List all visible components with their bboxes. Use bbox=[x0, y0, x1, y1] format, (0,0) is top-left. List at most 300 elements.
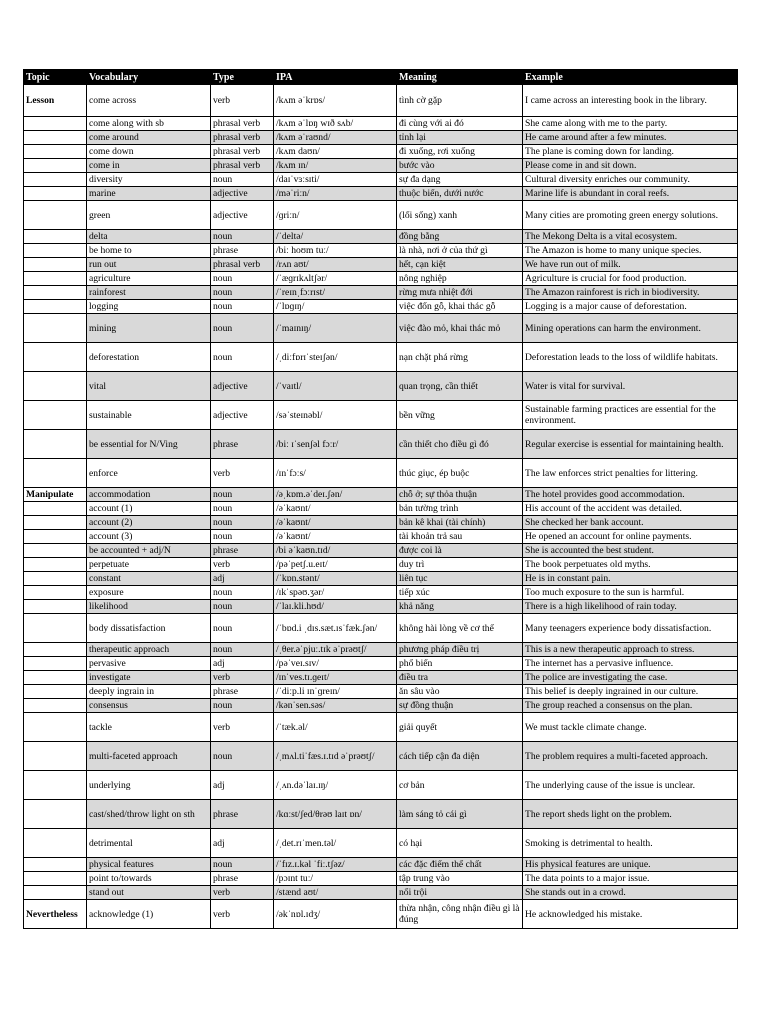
ipa-cell: /ɡriːn/ bbox=[274, 201, 397, 230]
ipa-cell: /kɑːst/ʃed/θrəʊ laɪt ɒn/ bbox=[274, 800, 397, 829]
example-cell: Smoking is detrimental to health. bbox=[523, 829, 738, 858]
ipa-cell: /ˌdiːfɒrɪˈsteɪʃən/ bbox=[274, 343, 397, 372]
meaning-cell: cách tiếp cận đa diện bbox=[397, 742, 523, 771]
meaning-cell: quan trọng, cần thiết bbox=[397, 372, 523, 401]
ipa-cell: /ˈtæk.əl/ bbox=[274, 713, 397, 742]
meaning-cell: khả năng bbox=[397, 600, 523, 614]
ipa-cell: /səˈsteɪnəbl/ bbox=[274, 401, 397, 430]
meaning-cell: (lối sống) xanh bbox=[397, 201, 523, 230]
ipa-cell: /məˈriːn/ bbox=[274, 187, 397, 201]
topic-cell bbox=[24, 800, 87, 829]
topic-cell: Manipulate bbox=[24, 488, 87, 502]
vocabulary-cell: be home to bbox=[87, 244, 211, 258]
topic-cell bbox=[24, 314, 87, 343]
ipa-cell: /ˈdeltə/ bbox=[274, 230, 397, 244]
example-cell: He opened an account for online payments. bbox=[523, 530, 738, 544]
example-cell: The Mekong Delta is a vital ecosystem. bbox=[523, 230, 738, 244]
topic-cell bbox=[24, 230, 87, 244]
type-cell: noun bbox=[211, 230, 274, 244]
table-header bbox=[24, 70, 738, 85]
vocabulary-cell: enforce bbox=[87, 459, 211, 488]
vocabulary-cell: therapeutic approach bbox=[87, 643, 211, 657]
topic-cell bbox=[24, 657, 87, 671]
table-row bbox=[24, 872, 738, 886]
table-row bbox=[24, 771, 738, 800]
example-cell: His physical features are unique. bbox=[523, 858, 738, 872]
example-cell: The problem requires a multi-faceted approach. bbox=[523, 742, 738, 771]
example-cell: The book perpetuates old myths. bbox=[523, 558, 738, 572]
vocabulary-cell: investigate bbox=[87, 671, 211, 685]
table-row bbox=[24, 372, 738, 401]
table-row bbox=[24, 131, 738, 145]
type-cell: noun bbox=[211, 272, 274, 286]
example-cell: The plane is coming down for landing. bbox=[523, 145, 738, 159]
meaning-cell: việc đào mỏ, khai thác mỏ bbox=[397, 314, 523, 343]
topic-cell bbox=[24, 614, 87, 643]
vocabulary-cell: vital bbox=[87, 372, 211, 401]
vocabulary-cell: agriculture bbox=[87, 272, 211, 286]
topic-cell bbox=[24, 886, 87, 900]
vocabulary-cell: exposure bbox=[87, 586, 211, 600]
vocabulary-cell: account (3) bbox=[87, 530, 211, 544]
topic-cell bbox=[24, 201, 87, 230]
meaning-cell: rừng mưa nhiệt đới bbox=[397, 286, 523, 300]
ipa-cell: /ˌʌn.dəˈlaɪ.ɪŋ/ bbox=[274, 771, 397, 800]
example-cell: The Amazon is home to many unique species. bbox=[523, 244, 738, 258]
table-row bbox=[24, 230, 738, 244]
meaning-cell: tài khoản trả sau bbox=[397, 530, 523, 544]
example-cell: Water is vital for survival. bbox=[523, 372, 738, 401]
type-cell: noun bbox=[211, 286, 274, 300]
topic-cell bbox=[24, 187, 87, 201]
vocabulary-cell: logging bbox=[87, 300, 211, 314]
type-cell: noun bbox=[211, 173, 274, 187]
ipa-cell: /ˈbɒd.i ˌdɪs.sæt.ɪsˈfæk.ʃən/ bbox=[274, 614, 397, 643]
meaning-cell: tỉnh lại bbox=[397, 131, 523, 145]
example-cell: She stands out in a crowd. bbox=[523, 886, 738, 900]
vocabulary-cell: run out bbox=[87, 258, 211, 272]
table-row bbox=[24, 858, 738, 872]
meaning-cell: là nhà, nơi ở của thứ gì bbox=[397, 244, 523, 258]
meaning-cell: sự đồng thuận bbox=[397, 699, 523, 713]
type-cell: verb bbox=[211, 459, 274, 488]
example-cell: The police are investigating the case. bbox=[523, 671, 738, 685]
meaning-cell: đồng bằng bbox=[397, 230, 523, 244]
example-cell: The hotel provides good accommodation. bbox=[523, 488, 738, 502]
ipa-cell: /kʌm daʊn/ bbox=[274, 145, 397, 159]
table-row bbox=[24, 117, 738, 131]
type-cell: noun bbox=[211, 314, 274, 343]
meaning-cell: phương pháp điều trị bbox=[397, 643, 523, 657]
meaning-cell: sự đa dạng bbox=[397, 173, 523, 187]
example-cell: We must tackle climate change. bbox=[523, 713, 738, 742]
topic-cell bbox=[24, 372, 87, 401]
vocabulary-cell: sustainable bbox=[87, 401, 211, 430]
vocabulary-cell: come around bbox=[87, 131, 211, 145]
vocabulary-cell: mining bbox=[87, 314, 211, 343]
table-row bbox=[24, 187, 738, 201]
example-cell: She came along with me to the party. bbox=[523, 117, 738, 131]
meaning-cell: nông nghiệp bbox=[397, 272, 523, 286]
type-cell: verb bbox=[211, 900, 274, 929]
topic-cell bbox=[24, 858, 87, 872]
example-cell: The law enforces strict penalties for littering. bbox=[523, 459, 738, 488]
example-cell: She is accounted the best student. bbox=[523, 544, 738, 558]
ipa-cell: /daɪˈvɜːsɪti/ bbox=[274, 173, 397, 187]
topic-cell bbox=[24, 272, 87, 286]
example-cell: He is in constant pain. bbox=[523, 572, 738, 586]
topic-cell bbox=[24, 586, 87, 600]
header-example: Example bbox=[523, 70, 738, 85]
type-cell: verb bbox=[211, 671, 274, 685]
topic-cell bbox=[24, 401, 87, 430]
type-cell: phrasal verb bbox=[211, 159, 274, 173]
vocabulary-cell: accommodation bbox=[87, 488, 211, 502]
topic-cell bbox=[24, 159, 87, 173]
table-row bbox=[24, 699, 738, 713]
vocabulary-cell: cast/shed/throw light on sth bbox=[87, 800, 211, 829]
vocabulary-cell: likelihood bbox=[87, 600, 211, 614]
topic-cell bbox=[24, 502, 87, 516]
vocabulary-cell: be essential for N/Ving bbox=[87, 430, 211, 459]
ipa-cell: /ˈlaɪ.kli.hʊd/ bbox=[274, 600, 397, 614]
vocabulary-cell: account (1) bbox=[87, 502, 211, 516]
example-cell: Please come in and sit down. bbox=[523, 159, 738, 173]
vocabulary-cell: account (2) bbox=[87, 516, 211, 530]
ipa-cell: /kənˈsen.səs/ bbox=[274, 699, 397, 713]
vocabulary-cell: come down bbox=[87, 145, 211, 159]
header-row bbox=[24, 70, 738, 85]
meaning-cell: phổ biến bbox=[397, 657, 523, 671]
example-cell: He came around after a few minutes. bbox=[523, 131, 738, 145]
ipa-cell: /stænd aʊt/ bbox=[274, 886, 397, 900]
example-cell: She checked her bank account. bbox=[523, 516, 738, 530]
vocabulary-cell: physical features bbox=[87, 858, 211, 872]
topic-cell bbox=[24, 713, 87, 742]
ipa-cell: /ɪnˈfɔːs/ bbox=[274, 459, 397, 488]
meaning-cell: tiếp xúc bbox=[397, 586, 523, 600]
type-cell: verb bbox=[211, 558, 274, 572]
example-cell: Sustainable farming practices are essential for the environment. bbox=[523, 401, 738, 430]
type-cell: noun bbox=[211, 643, 274, 657]
vocabulary-cell: tackle bbox=[87, 713, 211, 742]
ipa-cell: /ˈkɒn.stənt/ bbox=[274, 572, 397, 586]
table-row bbox=[24, 800, 738, 829]
type-cell: adj bbox=[211, 829, 274, 858]
topic-cell: Nevertheless bbox=[24, 900, 87, 929]
meaning-cell: điều tra bbox=[397, 671, 523, 685]
header-topic: Topic bbox=[24, 70, 87, 85]
ipa-cell: /kʌm əˈlɒŋ wɪð sʌb/ bbox=[274, 117, 397, 131]
type-cell: noun bbox=[211, 858, 274, 872]
topic-cell bbox=[24, 558, 87, 572]
type-cell: noun bbox=[211, 600, 274, 614]
topic-cell bbox=[24, 300, 87, 314]
meaning-cell: thúc giục, ép buộc bbox=[397, 459, 523, 488]
type-cell: adj bbox=[211, 572, 274, 586]
table-row bbox=[24, 900, 738, 929]
table-row bbox=[24, 159, 738, 173]
ipa-cell: /kʌm əˈraʊnd/ bbox=[274, 131, 397, 145]
example-cell: The report sheds light on the problem. bbox=[523, 800, 738, 829]
example-cell: Regular exercise is essential for maintaining health. bbox=[523, 430, 738, 459]
table-row bbox=[24, 643, 738, 657]
example-cell: He acknowledged his mistake. bbox=[523, 900, 738, 929]
topic-cell bbox=[24, 572, 87, 586]
example-cell: Too much exposure to the sun is harmful. bbox=[523, 586, 738, 600]
type-cell: verb bbox=[211, 886, 274, 900]
vocabulary-cell: rainforest bbox=[87, 286, 211, 300]
topic-cell bbox=[24, 343, 87, 372]
vocabulary-cell: come in bbox=[87, 159, 211, 173]
type-cell: adjective bbox=[211, 187, 274, 201]
meaning-cell: bước vào bbox=[397, 159, 523, 173]
type-cell: phrase bbox=[211, 430, 274, 459]
ipa-cell: /pəˈpetʃ.u.eɪt/ bbox=[274, 558, 397, 572]
header-meaning: Meaning bbox=[397, 70, 523, 85]
example-cell: Agriculture is crucial for food production. bbox=[523, 272, 738, 286]
header-type: Type bbox=[211, 70, 274, 85]
topic-cell bbox=[24, 459, 87, 488]
vocabulary-cell: detrimental bbox=[87, 829, 211, 858]
topic-cell: Lesson bbox=[24, 85, 87, 117]
table-row bbox=[24, 586, 738, 600]
meaning-cell: nổi trội bbox=[397, 886, 523, 900]
table-row bbox=[24, 886, 738, 900]
vocabulary-cell: deforestation bbox=[87, 343, 211, 372]
ipa-cell: /ˈmaɪnɪŋ/ bbox=[274, 314, 397, 343]
ipa-cell: /pəˈveɪ.sɪv/ bbox=[274, 657, 397, 671]
table-row bbox=[24, 530, 738, 544]
ipa-cell: /rʌn aʊt/ bbox=[274, 258, 397, 272]
topic-cell bbox=[24, 430, 87, 459]
example-cell: Marine life is abundant in coral reefs. bbox=[523, 187, 738, 201]
meaning-cell: cần thiết cho điều gì đó bbox=[397, 430, 523, 459]
meaning-cell: các đặc điểm thể chất bbox=[397, 858, 523, 872]
type-cell: phrase bbox=[211, 872, 274, 886]
topic-cell bbox=[24, 600, 87, 614]
vocabulary-cell: pervasive bbox=[87, 657, 211, 671]
example-cell: I came across an interesting book in the library. bbox=[523, 85, 738, 117]
vocabulary-cell: come along with sb bbox=[87, 117, 211, 131]
vocabulary-cell: constant bbox=[87, 572, 211, 586]
table-row bbox=[24, 614, 738, 643]
topic-cell bbox=[24, 145, 87, 159]
ipa-cell: /kʌm ɪn/ bbox=[274, 159, 397, 173]
vocabulary-cell: stand out bbox=[87, 886, 211, 900]
table-row bbox=[24, 742, 738, 771]
example-cell: The internet has a pervasive influence. bbox=[523, 657, 738, 671]
ipa-cell: /əkˈnɒl.ɪdʒ/ bbox=[274, 900, 397, 929]
type-cell: noun bbox=[211, 502, 274, 516]
ipa-cell: /ˌmʌl.tiˈfæs.ɪ.tɪd əˈprəʊtʃ/ bbox=[274, 742, 397, 771]
table-row bbox=[24, 502, 738, 516]
example-cell: The Amazon rainforest is rich in biodiversity. bbox=[523, 286, 738, 300]
ipa-cell: /ɪkˈspəʊ.ʒər/ bbox=[274, 586, 397, 600]
ipa-cell: /kʌm əˈkrɒs/ bbox=[274, 85, 397, 117]
table-row bbox=[24, 244, 738, 258]
ipa-cell: /əˌkɒm.əˈdeɪ.ʃən/ bbox=[274, 488, 397, 502]
topic-cell bbox=[24, 771, 87, 800]
ipa-cell: /ˈreɪnˌfɔːrɪst/ bbox=[274, 286, 397, 300]
topic-cell bbox=[24, 258, 87, 272]
example-cell: Cultural diversity enriches our community. bbox=[523, 173, 738, 187]
example-cell: Logging is a major cause of deforestation. bbox=[523, 300, 738, 314]
table-row bbox=[24, 343, 738, 372]
type-cell: noun bbox=[211, 742, 274, 771]
example-cell: The data points to a major issue. bbox=[523, 872, 738, 886]
example-cell: Many teenagers experience body dissatisfaction. bbox=[523, 614, 738, 643]
example-cell: This belief is deeply ingrained in our culture. bbox=[523, 685, 738, 699]
example-cell: Many cities are promoting green energy solutions. bbox=[523, 201, 738, 230]
ipa-cell: /biː hoʊm tuː/ bbox=[274, 244, 397, 258]
example-cell: His account of the accident was detailed. bbox=[523, 502, 738, 516]
type-cell: noun bbox=[211, 530, 274, 544]
table-row bbox=[24, 657, 738, 671]
table-row bbox=[24, 713, 738, 742]
ipa-cell: /ɪnˈves.tɪ.ɡeɪt/ bbox=[274, 671, 397, 685]
vocabulary-cell: marine bbox=[87, 187, 211, 201]
example-cell: This is a new therapeutic approach to stress. bbox=[523, 643, 738, 657]
table-row bbox=[24, 488, 738, 502]
type-cell: noun bbox=[211, 343, 274, 372]
type-cell: phrasal verb bbox=[211, 131, 274, 145]
ipa-cell: /ˈæɡrɪkʌltʃər/ bbox=[274, 272, 397, 286]
meaning-cell: hết, cạn kiệt bbox=[397, 258, 523, 272]
meaning-cell: đi xuống, rơi xuống bbox=[397, 145, 523, 159]
ipa-cell: /ˌθer.əˈpjuː.tɪk əˈprəʊtʃ/ bbox=[274, 643, 397, 657]
topic-cell bbox=[24, 699, 87, 713]
type-cell: phrase bbox=[211, 685, 274, 699]
type-cell: noun bbox=[211, 586, 274, 600]
meaning-cell: bản tường trình bbox=[397, 502, 523, 516]
topic-cell bbox=[24, 829, 87, 858]
ipa-cell: /biː ɪˈsenʃəl fɔːr/ bbox=[274, 430, 397, 459]
meaning-cell: duy trì bbox=[397, 558, 523, 572]
table-row bbox=[24, 173, 738, 187]
vocabulary-cell: body dissatisfaction bbox=[87, 614, 211, 643]
vocabulary-cell: multi-faceted approach bbox=[87, 742, 211, 771]
topic-cell bbox=[24, 516, 87, 530]
table-row bbox=[24, 829, 738, 858]
meaning-cell: liên tục bbox=[397, 572, 523, 586]
ipa-cell: /ˈdiːp.li ɪnˈɡreɪn/ bbox=[274, 685, 397, 699]
ipa-cell: /ˌdet.rɪˈmen.təl/ bbox=[274, 829, 397, 858]
example-cell: Deforestation leads to the loss of wildlife habitats. bbox=[523, 343, 738, 372]
vocabulary-cell: come across bbox=[87, 85, 211, 117]
table-row bbox=[24, 300, 738, 314]
ipa-cell: /ˈvaɪtl/ bbox=[274, 372, 397, 401]
topic-cell bbox=[24, 742, 87, 771]
topic-cell bbox=[24, 544, 87, 558]
meaning-cell: thừa nhận, công nhận điều gì là đúng bbox=[397, 900, 523, 929]
vocabulary-cell: underlying bbox=[87, 771, 211, 800]
topic-cell bbox=[24, 117, 87, 131]
type-cell: adjective bbox=[211, 201, 274, 230]
vocabulary-table bbox=[23, 69, 738, 929]
type-cell: adj bbox=[211, 657, 274, 671]
meaning-cell: ăn sâu vào bbox=[397, 685, 523, 699]
example-cell: Mining operations can harm the environment. bbox=[523, 314, 738, 343]
table-row bbox=[24, 272, 738, 286]
type-cell: noun bbox=[211, 614, 274, 643]
ipa-cell: /əˈkaʊnt/ bbox=[274, 516, 397, 530]
vocabulary-cell: acknowledge (1) bbox=[87, 900, 211, 929]
vocabulary-cell: diversity bbox=[87, 173, 211, 187]
type-cell: phrasal verb bbox=[211, 117, 274, 131]
table-row bbox=[24, 544, 738, 558]
type-cell: phrasal verb bbox=[211, 258, 274, 272]
meaning-cell: không hài lòng về cơ thể bbox=[397, 614, 523, 643]
meaning-cell: việc đốn gỗ, khai thác gỗ bbox=[397, 300, 523, 314]
table-row bbox=[24, 286, 738, 300]
table-row bbox=[24, 671, 738, 685]
topic-cell bbox=[24, 671, 87, 685]
topic-cell bbox=[24, 244, 87, 258]
meaning-cell: tập trung vào bbox=[397, 872, 523, 886]
meaning-cell: giải quyết bbox=[397, 713, 523, 742]
topic-cell bbox=[24, 131, 87, 145]
table-row bbox=[24, 145, 738, 159]
vocabulary-cell: green bbox=[87, 201, 211, 230]
meaning-cell: có hại bbox=[397, 829, 523, 858]
table-row bbox=[24, 430, 738, 459]
meaning-cell: bền vững bbox=[397, 401, 523, 430]
ipa-cell: /ˈfɪz.ɪ.kəl ˈfiː.tʃəz/ bbox=[274, 858, 397, 872]
header-ipa: IPA bbox=[274, 70, 397, 85]
header-vocabulary: Vocabulary bbox=[87, 70, 211, 85]
topic-cell bbox=[24, 643, 87, 657]
example-cell: The group reached a consensus on the plan. bbox=[523, 699, 738, 713]
type-cell: verb bbox=[211, 713, 274, 742]
ipa-cell: /ˈlɒɡɪŋ/ bbox=[274, 300, 397, 314]
vocabulary-cell: delta bbox=[87, 230, 211, 244]
type-cell: phrase bbox=[211, 244, 274, 258]
type-cell: phrase bbox=[211, 544, 274, 558]
topic-cell bbox=[24, 685, 87, 699]
topic-cell bbox=[24, 286, 87, 300]
meaning-cell: cơ bản bbox=[397, 771, 523, 800]
example-cell: We have run out of milk. bbox=[523, 258, 738, 272]
vocabulary-cell: consensus bbox=[87, 699, 211, 713]
topic-cell bbox=[24, 173, 87, 187]
type-cell: noun bbox=[211, 300, 274, 314]
meaning-cell: đi cùng với ai đó bbox=[397, 117, 523, 131]
type-cell: noun bbox=[211, 516, 274, 530]
type-cell: adjective bbox=[211, 401, 274, 430]
meaning-cell: bản kê khai (tài chính) bbox=[397, 516, 523, 530]
example-cell: The underlying cause of the issue is unclear. bbox=[523, 771, 738, 800]
vocabulary-cell: be accounted + adj/N bbox=[87, 544, 211, 558]
meaning-cell: được coi là bbox=[397, 544, 523, 558]
table-row bbox=[24, 459, 738, 488]
type-cell: phrasal verb bbox=[211, 145, 274, 159]
topic-cell bbox=[24, 872, 87, 886]
topic-cell bbox=[24, 530, 87, 544]
type-cell: adj bbox=[211, 771, 274, 800]
table-row bbox=[24, 201, 738, 230]
table-row bbox=[24, 258, 738, 272]
meaning-cell: tình cờ gặp bbox=[397, 85, 523, 117]
table-row bbox=[24, 314, 738, 343]
ipa-cell: /əˈkaʊnt/ bbox=[274, 502, 397, 516]
ipa-cell: /əˈkaʊnt/ bbox=[274, 530, 397, 544]
type-cell: noun bbox=[211, 488, 274, 502]
table-body bbox=[24, 85, 738, 929]
vocabulary-cell: perpetuate bbox=[87, 558, 211, 572]
table-row bbox=[24, 572, 738, 586]
ipa-cell: /bi əˈkaʊn.tɪd/ bbox=[274, 544, 397, 558]
